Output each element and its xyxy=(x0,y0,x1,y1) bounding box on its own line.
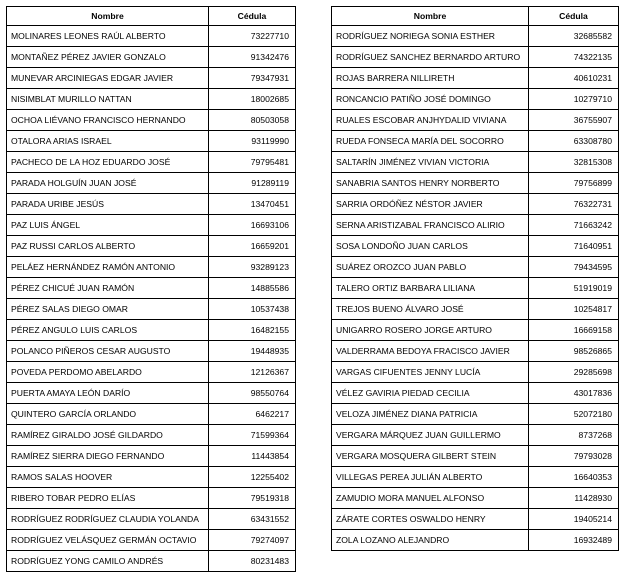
column-header-id: Cédula xyxy=(209,7,296,26)
table-row xyxy=(332,488,619,509)
table-row xyxy=(7,194,296,215)
person-name: PÉREZ ANGULO LUIS CARLOS xyxy=(7,320,209,341)
person-id: 63431552 xyxy=(209,509,296,530)
person-id: 16693106 xyxy=(209,215,296,236)
table-row xyxy=(332,47,619,68)
person-id: 12255402 xyxy=(209,467,296,488)
table-row xyxy=(7,131,296,152)
person-id: 52072180 xyxy=(529,404,619,425)
table-row xyxy=(332,299,619,320)
table-row xyxy=(332,215,619,236)
person-name: OTALORA ARIAS ISRAEL xyxy=(7,131,209,152)
table-row xyxy=(7,68,296,89)
person-name: RODRÍGUEZ NORIEGA SONIA ESTHER xyxy=(332,26,529,47)
person-name: ROJAS BARRERA NILLIRETH xyxy=(332,68,529,89)
person-id: 19448935 xyxy=(209,341,296,362)
table-row xyxy=(332,26,619,47)
table-row xyxy=(7,467,296,488)
person-id: 79756899 xyxy=(529,173,619,194)
person-name: PUERTA AMAYA LEÓN DARÍO xyxy=(7,383,209,404)
person-id: 10537438 xyxy=(209,299,296,320)
person-name: VERGARA MOSQUERA GILBERT STEIN xyxy=(332,446,529,467)
table-row xyxy=(7,152,296,173)
table-row xyxy=(332,362,619,383)
person-name: POLANCO PIÑEROS CESAR AUGUSTO xyxy=(7,341,209,362)
person-id: 51919019 xyxy=(529,278,619,299)
person-id: 79434595 xyxy=(529,257,619,278)
person-name: VÉLEZ GAVIRIA PIEDAD CECILIA xyxy=(332,383,529,404)
person-name: PÉREZ CHICUÉ JUAN RAMÓN xyxy=(7,278,209,299)
table-row xyxy=(332,341,619,362)
person-name: ZÁRATE CORTES OSWALDO HENRY xyxy=(332,509,529,530)
person-id: 93119990 xyxy=(209,131,296,152)
right-table xyxy=(331,6,619,551)
column-header-name: Nombre xyxy=(7,7,209,26)
table-row xyxy=(7,215,296,236)
person-name: PACHECO DE LA HOZ EDUARDO JOSÉ xyxy=(7,152,209,173)
table-row xyxy=(7,404,296,425)
person-id: 32685582 xyxy=(529,26,619,47)
person-id: 79347931 xyxy=(209,68,296,89)
table-row xyxy=(332,236,619,257)
table-row xyxy=(332,320,619,341)
person-name: TREJOS BUENO ÁLVARO JOSÉ xyxy=(332,299,529,320)
table-row xyxy=(332,152,619,173)
table-row xyxy=(7,299,296,320)
table-row xyxy=(332,194,619,215)
person-name: RODRÍGUEZ VELÁSQUEZ GERMÁN OCTAVIO xyxy=(7,530,209,551)
table-row xyxy=(7,236,296,257)
person-name: SERNA ARISTIZABAL FRANCISCO ALIRIO xyxy=(332,215,529,236)
table-row xyxy=(7,110,296,131)
person-name: VARGAS CIFUENTES JENNY LUCÍA xyxy=(332,362,529,383)
person-name: OCHOA LIÉVANO FRANCISCO HERNANDO xyxy=(7,110,209,131)
person-name: PAZ RUSSI CARLOS ALBERTO xyxy=(7,236,209,257)
person-id: 80503058 xyxy=(209,110,296,131)
person-id: 71599364 xyxy=(209,425,296,446)
person-id: 63308780 xyxy=(529,131,619,152)
person-id: 91289119 xyxy=(209,173,296,194)
person-id: 6462217 xyxy=(209,404,296,425)
person-name: ZAMUDIO MORA MANUEL ALFONSO xyxy=(332,488,529,509)
person-id: 40610231 xyxy=(529,68,619,89)
person-name: VELOZA JIMÉNEZ DIANA PATRICIA xyxy=(332,404,529,425)
person-id: 79519318 xyxy=(209,488,296,509)
table-row xyxy=(7,341,296,362)
table-row xyxy=(332,383,619,404)
person-id: 16669158 xyxy=(529,320,619,341)
table-row xyxy=(332,404,619,425)
person-name: PELÁEZ HERNÁNDEZ RAMÓN ANTONIO xyxy=(7,257,209,278)
person-name: RIBERO TOBAR PEDRO ELÍAS xyxy=(7,488,209,509)
column-header-name: Nombre xyxy=(332,7,529,26)
person-id: 16640353 xyxy=(529,467,619,488)
person-id: 98550764 xyxy=(209,383,296,404)
column-header-id: Cédula xyxy=(529,7,619,26)
person-name: SANABRIA SANTOS HENRY NORBERTO xyxy=(332,173,529,194)
person-name: PARADA HOLGUÍN JUAN JOSÉ xyxy=(7,173,209,194)
person-name: PÉREZ SALAS DIEGO OMAR xyxy=(7,299,209,320)
person-name: PARADA URIBE JESÚS xyxy=(7,194,209,215)
table-row xyxy=(7,26,296,47)
table-row xyxy=(7,278,296,299)
person-id: 74322135 xyxy=(529,47,619,68)
table-row xyxy=(332,467,619,488)
person-id: 10254817 xyxy=(529,299,619,320)
person-name: TALERO ORTIZ BARBARA LILIANA xyxy=(332,278,529,299)
person-id: 91342476 xyxy=(209,47,296,68)
header-row xyxy=(7,7,296,26)
person-id: 16659201 xyxy=(209,236,296,257)
person-name: RODRÍGUEZ YONG CAMILO ANDRÉS xyxy=(7,551,209,572)
table-row xyxy=(332,110,619,131)
person-id: 36755907 xyxy=(529,110,619,131)
person-id: 18002685 xyxy=(209,89,296,110)
person-name: VERGARA MÁRQUEZ JUAN GUILLERMO xyxy=(332,425,529,446)
table-row xyxy=(332,509,619,530)
person-name: RUALES ESCOBAR ANJHYDALID VIVIANA xyxy=(332,110,529,131)
person-name: PAZ LUIS ÁNGEL xyxy=(7,215,209,236)
person-name: ZOLA LOZANO ALEJANDRO xyxy=(332,530,529,551)
person-name: SALTARÍN JIMÉNEZ VIVIAN VICTORIA xyxy=(332,152,529,173)
person-name: RAMÍREZ SIERRA DIEGO FERNANDO xyxy=(7,446,209,467)
person-id: 71663242 xyxy=(529,215,619,236)
table-row xyxy=(7,362,296,383)
person-id: 76322731 xyxy=(529,194,619,215)
person-id: 79795481 xyxy=(209,152,296,173)
person-name: NISIMBLAT MURILLO NATTAN xyxy=(7,89,209,110)
person-name: POVEDA PERDOMO ABELARDO xyxy=(7,362,209,383)
person-name: MONTAÑEZ PÉREZ JAVIER GONZALO xyxy=(7,47,209,68)
person-id: 8737268 xyxy=(529,425,619,446)
table-row xyxy=(7,173,296,194)
person-name: RAMOS SALAS HOOVER xyxy=(7,467,209,488)
table-row xyxy=(7,47,296,68)
person-id: 80231483 xyxy=(209,551,296,572)
table-row xyxy=(7,320,296,341)
person-id: 10279710 xyxy=(529,89,619,110)
person-id: 19405214 xyxy=(529,509,619,530)
person-name: RAMÍREZ GIRALDO JOSÉ GILDARDO xyxy=(7,425,209,446)
table-row xyxy=(7,425,296,446)
left-table xyxy=(6,6,296,572)
person-name: RONCANCIO PATIÑO JOSÉ DOMINGO xyxy=(332,89,529,110)
person-id: 11443854 xyxy=(209,446,296,467)
person-id: 73227710 xyxy=(209,26,296,47)
person-name: MOLINARES LEONES RAÚL ALBERTO xyxy=(7,26,209,47)
person-name: MUNEVAR ARCINIEGAS EDGAR JAVIER xyxy=(7,68,209,89)
table-row xyxy=(332,68,619,89)
table-row xyxy=(332,257,619,278)
person-id: 13470451 xyxy=(209,194,296,215)
person-id: 32815308 xyxy=(529,152,619,173)
table-row xyxy=(7,446,296,467)
table-row xyxy=(7,530,296,551)
person-id: 71640951 xyxy=(529,236,619,257)
table-row xyxy=(7,89,296,110)
table-row xyxy=(7,383,296,404)
table-row xyxy=(332,425,619,446)
person-name: SUÁREZ OROZCO JUAN PABLO xyxy=(332,257,529,278)
table-row xyxy=(332,89,619,110)
person-id: 14885586 xyxy=(209,278,296,299)
table-row xyxy=(332,446,619,467)
table-row xyxy=(7,509,296,530)
table-row xyxy=(7,257,296,278)
person-id: 79274097 xyxy=(209,530,296,551)
person-name: RODRÍGUEZ SANCHEZ BERNARDO ARTURO xyxy=(332,47,529,68)
person-id: 16932489 xyxy=(529,530,619,551)
person-name: RODRÍGUEZ RODRÍGUEZ CLAUDIA YOLANDA xyxy=(7,509,209,530)
person-name: SOSA LONDOÑO JUAN CARLOS xyxy=(332,236,529,257)
person-name: VILLEGAS PEREA JULIÁN ALBERTO xyxy=(332,467,529,488)
person-name: SARRIA ORDÓÑEZ NÉSTOR JAVIER xyxy=(332,194,529,215)
table-row xyxy=(7,488,296,509)
person-id: 16482155 xyxy=(209,320,296,341)
person-id: 29285698 xyxy=(529,362,619,383)
person-id: 43017836 xyxy=(529,383,619,404)
person-id: 11428930 xyxy=(529,488,619,509)
person-id: 12126367 xyxy=(209,362,296,383)
person-id: 98526865 xyxy=(529,341,619,362)
person-id: 93289123 xyxy=(209,257,296,278)
table-row xyxy=(7,551,296,572)
person-name: UNIGARRO ROSERO JORGE ARTURO xyxy=(332,320,529,341)
table-row xyxy=(332,173,619,194)
person-name: QUINTERO GARCÍA ORLANDO xyxy=(7,404,209,425)
table-row xyxy=(332,530,619,551)
header-row xyxy=(332,7,619,26)
table-row xyxy=(332,131,619,152)
table-row xyxy=(332,278,619,299)
person-name: RUEDA FONSECA MARÍA DEL SOCORRO xyxy=(332,131,529,152)
person-id: 79793028 xyxy=(529,446,619,467)
person-name: VALDERRAMA BEDOYA FRACISCO JAVIER xyxy=(332,341,529,362)
